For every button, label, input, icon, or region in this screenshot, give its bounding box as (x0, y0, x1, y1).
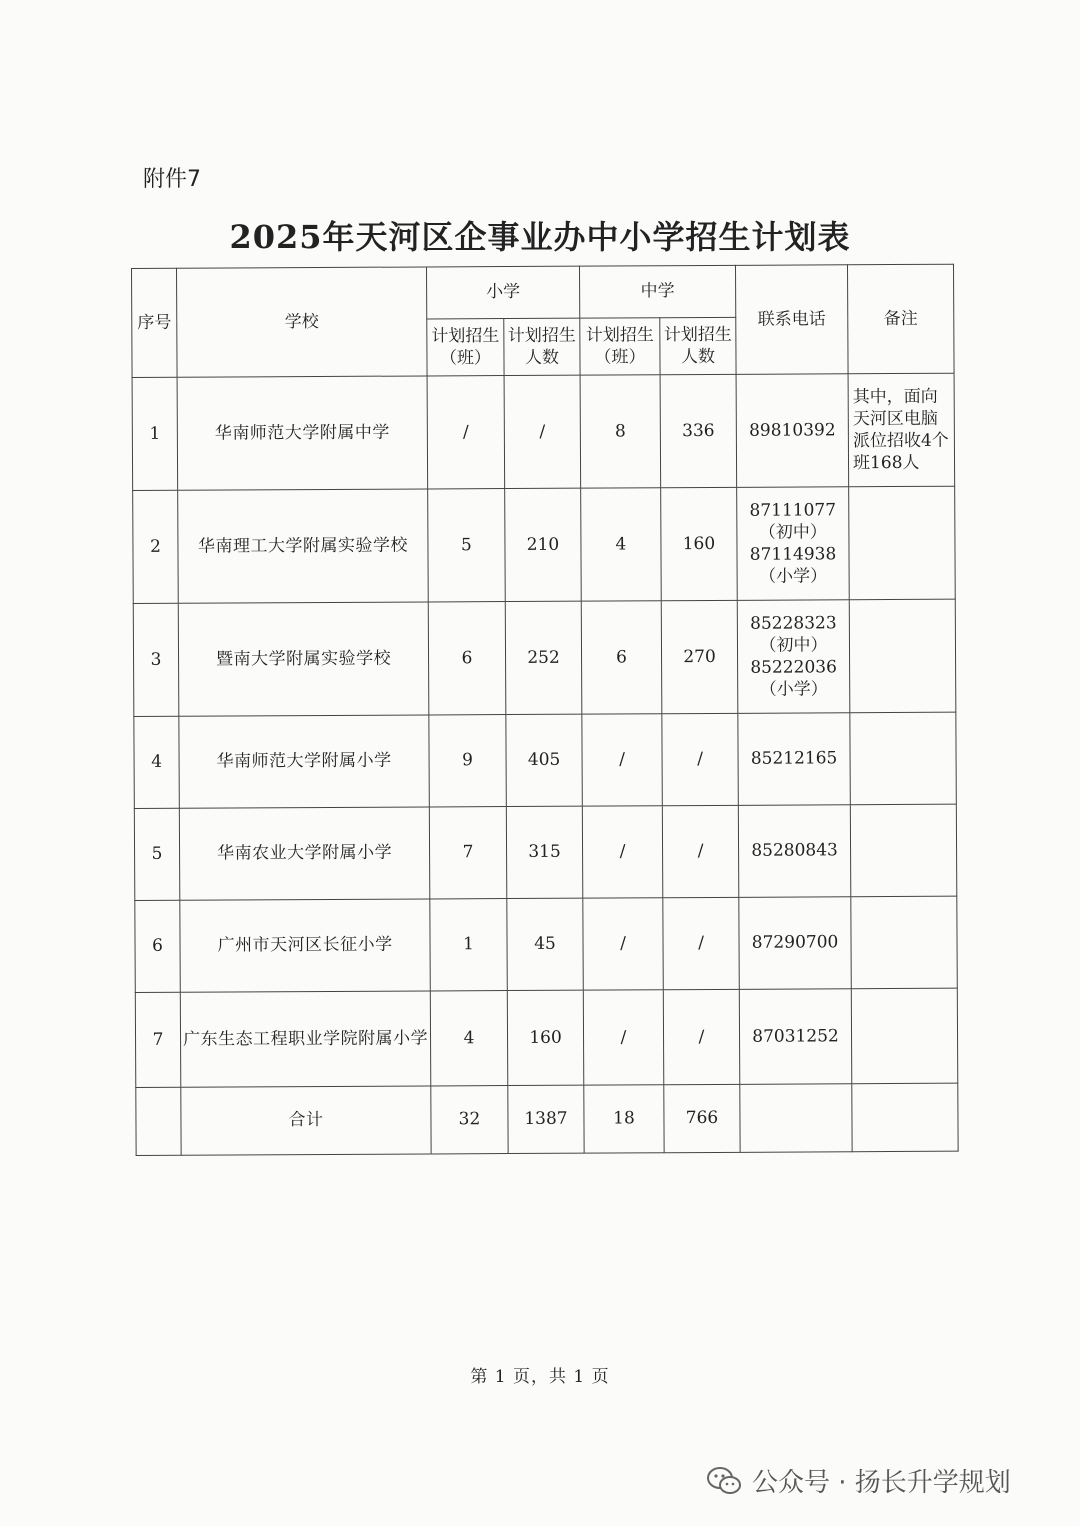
total-primary-classes: 32 (431, 1086, 508, 1154)
phone-line: （小学） (759, 679, 828, 700)
row-primary-people: 45 (507, 898, 583, 990)
phone-line: 87114938 (749, 544, 837, 565)
row-middle-people: / (663, 989, 739, 1084)
row-seq: 4 (134, 716, 179, 808)
wechat-icon (706, 1466, 742, 1496)
phone-line: 87290700 (751, 932, 839, 954)
row-school: 华南师范大学附属中学 (177, 376, 428, 490)
row-primary-people: 315 (506, 806, 582, 898)
row-primary-people: / (504, 375, 581, 488)
phone-line: 87031252 (752, 1026, 839, 1047)
row-remark (849, 486, 956, 600)
phone-line: 85280843 (751, 840, 838, 862)
header-seq: 序号 (132, 268, 178, 377)
row-seq: 6 (135, 900, 180, 992)
total-middle-classes: 18 (584, 1085, 664, 1153)
phone-line: （小学） (759, 566, 828, 587)
row-primary-classes: 9 (429, 715, 506, 807)
row-middle-people: / (662, 713, 738, 805)
table-row (132, 373, 955, 490)
row-remark (851, 896, 957, 989)
row-middle-classes: 4 (581, 488, 662, 601)
table-row (135, 896, 957, 992)
table-row (135, 988, 957, 1087)
row-phone (736, 374, 849, 488)
row-school: 华南师范大学附属小学 (179, 715, 429, 808)
row-seq: 1 (132, 377, 178, 490)
row-primary-people: 160 (507, 990, 583, 1085)
row-remark (850, 804, 956, 897)
page-footer: 第 1 页，共 1 页 (470, 1367, 610, 1387)
row-primary-classes: 4 (430, 991, 507, 1086)
header-middle-people: 计划招生人数 (660, 317, 736, 374)
row-school: 华南农业大学附属小学 (179, 807, 429, 900)
row-phone (738, 805, 850, 898)
table-row (134, 804, 956, 900)
attachment-label: 附件7 (143, 167, 201, 192)
row-middle-people: 160 (661, 487, 738, 600)
table-row (134, 712, 956, 808)
table-row (133, 486, 956, 603)
header-school: 学校 (177, 267, 428, 377)
table-row (133, 599, 956, 716)
total-row (136, 1083, 958, 1155)
row-primary-classes: 6 (428, 602, 506, 715)
header-middle: 中学 (579, 265, 735, 318)
header-primary: 小学 (426, 266, 579, 319)
enrollment-plan-table (131, 264, 959, 1156)
total-label: 合计 (181, 1086, 431, 1155)
row-middle-people: / (663, 897, 739, 989)
row-middle-classes: / (583, 990, 663, 1085)
row-primary-classes: 5 (428, 489, 506, 602)
phone-line: 85222036 (750, 657, 837, 678)
row-primary-people: 210 (505, 488, 582, 601)
header-primary-classes: 计划招生（班） (427, 319, 504, 376)
row-seq: 7 (135, 992, 180, 1087)
row-phone (737, 487, 850, 601)
total-primary-people: 1387 (508, 1085, 584, 1153)
row-school: 广州市天河区长征小学 (180, 899, 430, 992)
row-phone (738, 713, 850, 806)
row-remark (850, 712, 956, 805)
header-remark: 备注 (847, 264, 954, 374)
watermark (706, 1462, 1011, 1499)
row-middle-classes: / (583, 898, 663, 990)
row-primary-people: 252 (505, 601, 582, 714)
row-middle-classes: 6 (581, 601, 662, 714)
row-seq: 5 (134, 808, 179, 900)
header-phone: 联系电话 (735, 265, 848, 375)
total-seq (136, 1087, 181, 1155)
watermark-text: 公众号 · 扬长升学规划 (752, 1468, 1011, 1498)
phone-line: 87111077 (749, 500, 837, 521)
row-primary-people: 405 (506, 714, 582, 806)
row-school: 暨南大学附属实验学校 (178, 602, 429, 716)
row-remark (849, 599, 956, 713)
row-middle-classes: 8 (580, 375, 661, 488)
phone-line: 89810392 (749, 420, 836, 441)
row-middle-classes: / (582, 714, 662, 806)
total-remark (852, 1083, 958, 1152)
header-primary-people: 计划招生人数 (504, 318, 580, 375)
row-phone (739, 989, 851, 1085)
phone-line: 85212165 (750, 748, 838, 770)
row-remark (851, 988, 957, 1084)
row-middle-people: / (662, 805, 738, 897)
total-middle-people: 766 (664, 1084, 740, 1152)
row-school: 广东生态工程职业学院附属小学 (180, 991, 430, 1087)
page-title: 2025年天河区企事业办中小学招生计划表 (229, 218, 851, 256)
row-middle-classes: / (582, 806, 662, 898)
phone-line: 85228323 (750, 613, 837, 634)
row-seq: 2 (133, 490, 179, 603)
row-phone (737, 600, 850, 714)
row-middle-people: 270 (661, 600, 738, 713)
row-middle-people: 336 (660, 374, 737, 487)
row-primary-classes: 1 (430, 899, 507, 991)
row-primary-classes: / (427, 376, 505, 489)
phone-line: （初中） (758, 522, 827, 543)
phone-line: （初中） (759, 635, 828, 656)
row-school: 华南理工大学附属实验学校 (178, 489, 429, 603)
row-seq: 3 (133, 603, 179, 716)
row-remark: 其中，面向天河区电脑派位招收4个班168人 (848, 373, 955, 487)
row-primary-classes: 7 (429, 807, 506, 899)
total-phone (740, 1084, 852, 1153)
row-phone (739, 897, 851, 990)
header-middle-classes: 计划招生（班） (580, 318, 660, 375)
